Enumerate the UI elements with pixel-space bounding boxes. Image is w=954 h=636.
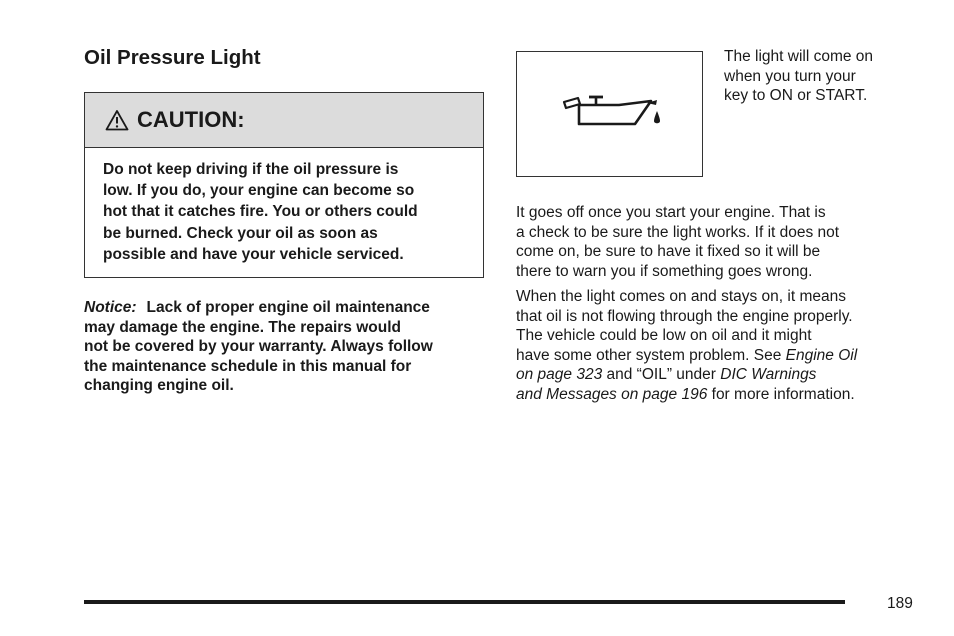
paragraph-light-check [516, 203, 926, 281]
notice-line: may damage the engine. The repairs would [84, 318, 401, 336]
caution-title: CAUTION: [137, 107, 245, 132]
paragraph-light-stays-on [516, 287, 926, 405]
footer-rule [84, 600, 845, 604]
notice-line: changing engine oil. [84, 377, 234, 395]
caution-header [85, 93, 483, 148]
caution-line: Do not keep driving if the oil pressure is [103, 161, 399, 178]
caution-text [85, 148, 483, 265]
text-line: When the light comes on and stays on, it means [516, 288, 846, 305]
notice-paragraph [84, 298, 494, 396]
text-line: have some other system problem. See [516, 346, 786, 364]
section-title: Oil Pressure Light [84, 46, 261, 69]
text-line: a check to be sure the light works. If it does not [516, 223, 840, 241]
oil-can-icon [561, 94, 665, 136]
caution-line: be burned. Check your oil as soon as [103, 224, 378, 242]
cross-reference-link[interactable]: and Messages on page 196 [516, 385, 708, 403]
text-line: It goes off once you start your engine. That is [516, 204, 826, 221]
caution-line: low. If you do, your engine can become so [103, 182, 415, 200]
text-line: The vehicle could be low on oil and it might [516, 327, 812, 345]
text-line: The light will come on [724, 48, 874, 65]
cross-reference-link[interactable]: DIC Warnings [720, 366, 817, 384]
cross-reference-link[interactable]: on page 323 [516, 366, 603, 384]
text-line: and “OIL” under [602, 366, 721, 384]
notice-line: Lack of proper engine oil maintenance [146, 299, 430, 316]
cross-reference-link[interactable]: Engine Oil [785, 346, 858, 364]
text-line: that oil is not flowing through the engine properly. [516, 307, 853, 325]
text-line: key to ON or START. [724, 87, 868, 105]
caution-box [84, 92, 484, 278]
text-line: for more information. [707, 385, 855, 403]
caution-line: hot that it catches fire. You or others could [103, 203, 418, 221]
notice-line: not be covered by your warranty. Always follow [84, 338, 433, 356]
page-number: 189 [887, 595, 913, 612]
oil-indicator-box [516, 51, 703, 177]
text-line: when you turn your [724, 67, 856, 85]
caution-line: possible and have your vehicle serviced. [103, 245, 404, 263]
indicator-description [724, 47, 924, 106]
text-line: come on, be sure to have it fixed so it will be [516, 243, 821, 261]
text-line: there to warn you if something goes wrong. [516, 262, 813, 280]
notice-line: the maintenance schedule in this manual for [84, 357, 412, 375]
notice-label: Notice: [84, 299, 137, 316]
warning-triangle-icon [105, 109, 129, 131]
